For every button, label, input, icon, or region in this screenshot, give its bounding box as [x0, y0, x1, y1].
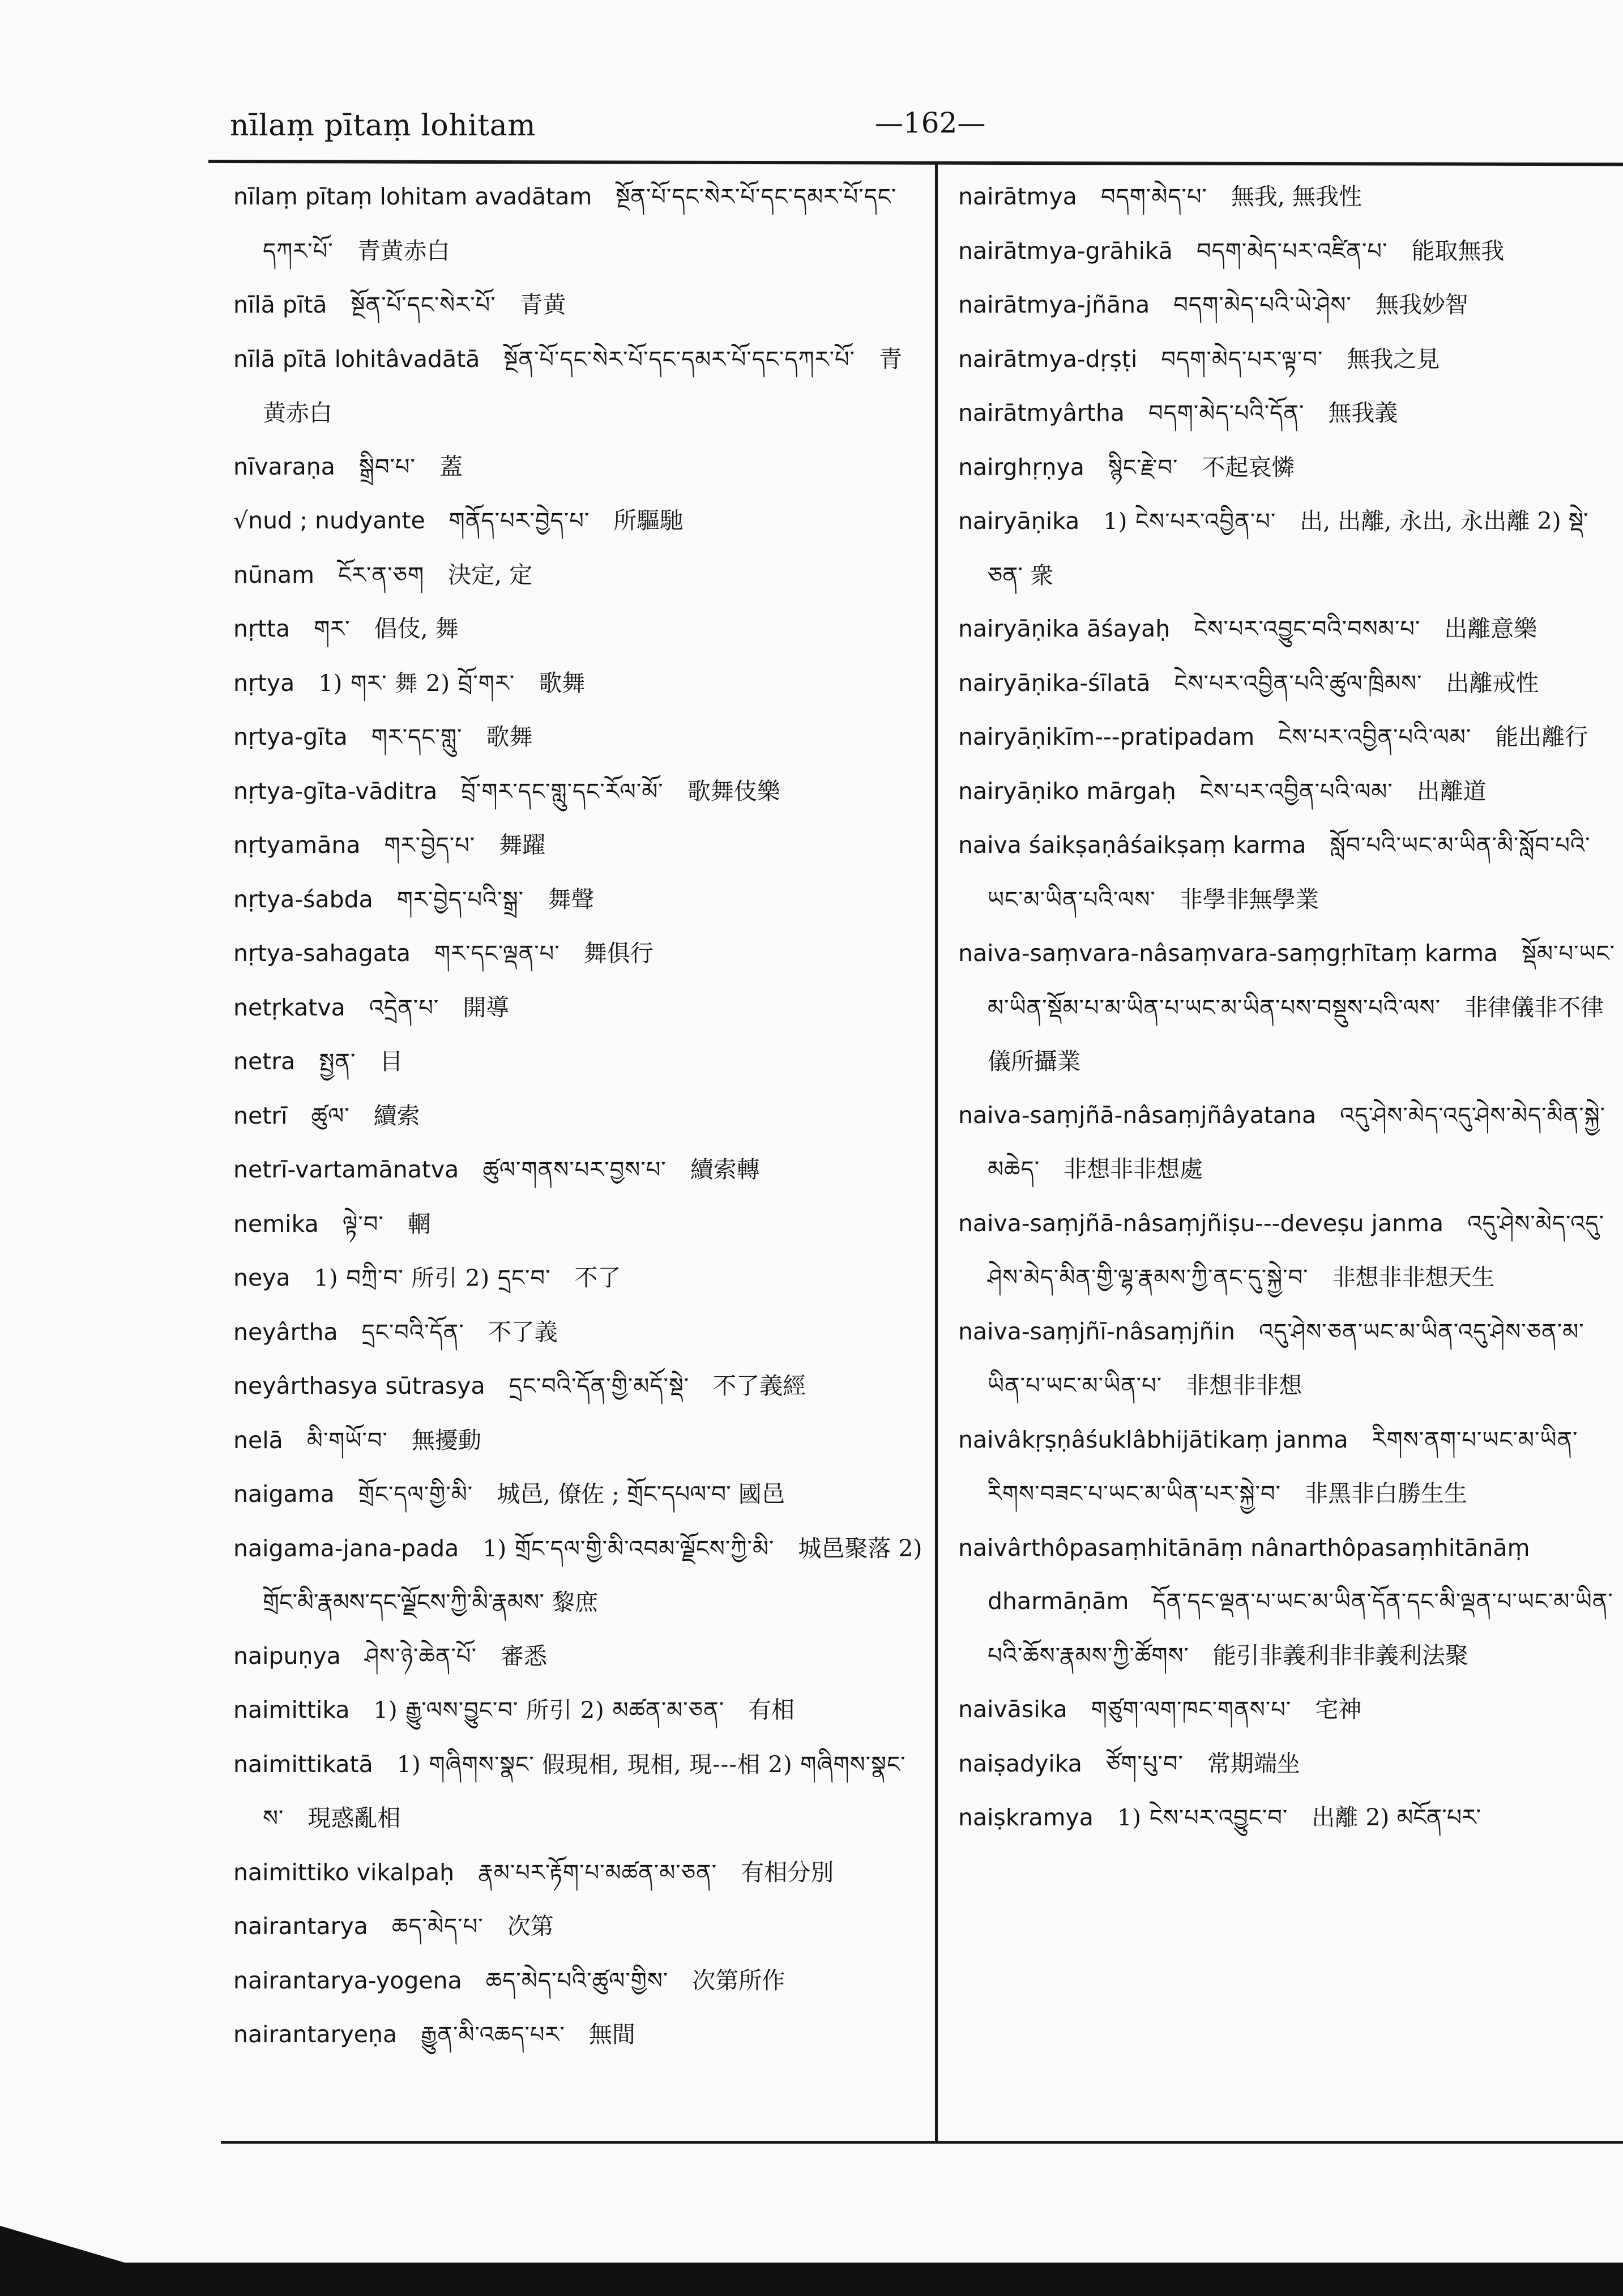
- entry-headword: netra: [233, 1048, 296, 1075]
- entry-tibetan: 1) ངེས་པར་འབྱུང་བ་: [1117, 1805, 1288, 1831]
- entry-headword: nairyāṇikīm---pratipadam: [958, 723, 1255, 750]
- entry-headword: nṛtya-gīta: [233, 723, 348, 750]
- entry-tibetan: 1) གཞིགས་སྣང་ 假現相, 現相, 現---相 2) གཞིགས་སྣང་ས་: [263, 1751, 906, 1832]
- entry-chinese: 能引非義利非非義利法聚: [1212, 1641, 1468, 1669]
- entry-chinese: 無擾動: [411, 1426, 481, 1454]
- entry-headword: nṛtyamāna: [233, 831, 361, 859]
- entry-tibetan: སྔོན་པོ་དང་སེར་པོ་དང་དམར་པོ་དང་དཀར་པོ་: [503, 346, 856, 373]
- entry-tibetan: ངེས་པར་འབྱིན་པའི་ལམ་: [1199, 778, 1393, 805]
- dictionary-entry: [233, 1035, 925, 1089]
- dictionary-entry: [233, 602, 925, 656]
- entry-headword: nṛtya-sahagata: [233, 940, 411, 967]
- entry-chinese: 常期端坐: [1207, 1749, 1300, 1777]
- entry-headword: naiṣkramya: [958, 1804, 1094, 1831]
- dictionary-entry: [958, 1683, 1615, 1737]
- entry-chinese: 有相: [748, 1696, 795, 1723]
- page-number: —162—: [875, 106, 986, 139]
- dictionary-entry: [958, 765, 1615, 819]
- entry-chinese: 非學非無學業: [1179, 885, 1319, 913]
- entry-chinese: 青黄赤白: [263, 345, 903, 426]
- entry-tibetan: ཆད་མེད་པའི་ཚུལ་གྱིས་: [485, 1968, 669, 1994]
- entry-tibetan: འདུ་ཤེས་མེད་འདུ་ཤེས་མེད་མིན་སྐྱེ་མཆེད་: [988, 1102, 1606, 1183]
- entry-chinese: 倡伎, 舞: [374, 615, 459, 642]
- entry-headword: nairantaryeṇa: [233, 2021, 398, 2048]
- dictionary-entry: [958, 1521, 1615, 1683]
- dictionary-entry: [233, 1251, 925, 1305]
- entry-tibetan: 1) རྒྱུ་ལས་བྱུང་བ་ 所引 2) མཚན་མ་ཅན་: [373, 1697, 725, 1723]
- entry-chinese: 城邑聚落 2) གྲོང་མི་རྣམས་དང་ལྗོངས་ཀྱི་མི་རྣམས་ 黎庶: [263, 1534, 922, 1616]
- dictionary-entry: [233, 1522, 925, 1629]
- dictionary-entry: [233, 1629, 925, 1684]
- entry-tibetan: 1) གྲོང་དལ་གྱི་མི་འབམ་ལྗོངས་ཀྱི་མི་: [482, 1535, 775, 1562]
- entry-headword: nairyāṇika-śīlatā: [958, 669, 1151, 697]
- entry-chinese: 不了: [574, 1264, 621, 1291]
- entry-headword: nairātmya-grāhikā: [958, 237, 1173, 264]
- entry-headword: nelā: [233, 1426, 283, 1454]
- dictionary-entry: [958, 1197, 1615, 1305]
- entry-headword: nemika: [233, 1210, 319, 1237]
- dictionary-entry: [958, 818, 1615, 927]
- entry-chinese: 輞: [407, 1210, 431, 1237]
- entry-headword: nairātmya-dṛṣṭi: [958, 345, 1138, 373]
- dictionary-entry: [958, 170, 1615, 224]
- entry-tibetan: ངེས་པར་འབྱིན་པའི་ཚུལ་ཁྲིམས་: [1174, 670, 1423, 697]
- entry-tibetan: བདག་མེད་པའི་ཡེ་ཤེས་: [1173, 292, 1352, 318]
- entry-tibetan: ངེས་པར་འབྱིན་པའི་ལམ་: [1278, 724, 1472, 750]
- entry-chinese: 審悉: [500, 1642, 547, 1670]
- dictionary-entry: [958, 1413, 1615, 1521]
- entry-chinese: 出離戒性: [1446, 669, 1539, 697]
- entry-chinese: 無我, 無我性: [1231, 183, 1363, 210]
- entry-chinese: 青黄: [519, 291, 566, 318]
- entry-tibetan: བདག་མེད་པར་འཛིན་པ་: [1196, 238, 1388, 264]
- entry-chinese: 非想非非想: [1186, 1372, 1302, 1399]
- dictionary-entry: [233, 1089, 925, 1143]
- entry-chinese: 次第所作: [692, 1966, 785, 1994]
- entry-tibetan: བདག་མེད་པར་ལྟ་བ་: [1161, 346, 1323, 373]
- entry-headword: nairātmya-jñāna: [958, 291, 1150, 318]
- entry-headword: naimittikatā: [233, 1750, 373, 1778]
- entry-tibetan: གར་: [314, 616, 351, 642]
- dictionary-entry: [233, 278, 925, 332]
- entry-chinese: 能出離行: [1495, 723, 1588, 750]
- entry-tibetan: སྙིང་རྗེ་བ་: [1108, 454, 1178, 481]
- entry-chinese: 舞俱行: [583, 940, 654, 967]
- entry-tibetan: 1) བཀྲི་བ་ 所引 2) དྲང་བ་: [314, 1265, 551, 1291]
- footer-rule: [221, 2141, 1623, 2144]
- entry-tibetan: འདུ་ཤེས་ཅན་ཡང་མ་ཡིན་འདུ་ཤེས་ཅན་མ་ཡིན་པ་ཡང་མ་ཡིན་པ་: [988, 1318, 1584, 1399]
- entry-tibetan: བདག་མེད་པ་: [1100, 184, 1207, 210]
- entry-chinese: 非想非非想天生: [1332, 1264, 1495, 1291]
- dictionary-entry: [958, 386, 1615, 441]
- entry-headword: naimittika: [233, 1696, 350, 1723]
- dictionary-entry: [233, 1143, 925, 1197]
- scan-edge-shadow: [0, 2226, 125, 2263]
- column-divider: [935, 164, 938, 2141]
- entry-headword: naiva-saṃjñā-nâsaṃjñâyatana: [958, 1101, 1317, 1129]
- entry-chinese: 歌舞: [539, 669, 586, 697]
- entry-headword: nṛtta: [233, 615, 291, 642]
- entry-headword: neyârtha: [233, 1318, 338, 1346]
- entry-chinese: 所驅馳: [613, 507, 684, 534]
- right-column: [958, 170, 1615, 1845]
- entry-tibetan: 1) གར་ 舞 2) བྲོ་གར་: [318, 670, 515, 697]
- entry-headword: nīlā pītā lohitâvadātā: [233, 345, 480, 373]
- dictionary-entry: [233, 710, 925, 765]
- entry-chinese: 有相分別: [741, 1858, 834, 1886]
- entry-tibetan: 1) ངེས་པར་འབྱིན་པ་: [1103, 509, 1276, 535]
- dictionary-entry: [958, 441, 1615, 495]
- entry-tibetan: གར་དང་ལྡན་པ་: [434, 941, 560, 967]
- entry-chinese: 出, 出離, 永出, 永出離 2) སྡེ་ཅན་ 衆: [988, 507, 1588, 589]
- entry-tibetan: གར་དང་གླུ་: [371, 724, 463, 750]
- entry-chinese: 出離 2) མངོན་པར་: [1312, 1804, 1481, 1831]
- entry-chinese: 目: [379, 1048, 403, 1075]
- dictionary-entry: [233, 765, 925, 819]
- dictionary-entry: [233, 1738, 925, 1846]
- entry-tibetan: སྤྱན་: [319, 1049, 356, 1075]
- entry-headword: naiva śaikṣaṇâśaikṣaṃ karma: [958, 831, 1306, 859]
- entry-headword: naiva-saṃjñā-nâsaṃjñiṣu---deveṣu janma: [958, 1209, 1444, 1237]
- entry-headword: nṛtya-gīta-vāditra: [233, 777, 438, 805]
- entry-tibetan: འདུ་ཤེས་མེད་འདུ་ཤེས་མེད་མིན་གྱི་ལྷ་རྣམས་ཀྱི་ནང་དུ་སྐྱེ་བ་: [988, 1210, 1604, 1291]
- entry-headword: nairyāṇiko mārgaḥ: [958, 777, 1176, 805]
- dictionary-entry: [233, 1683, 925, 1738]
- entry-chinese: 開導: [463, 993, 510, 1021]
- scan-bottom-band: [0, 2263, 1623, 2296]
- entry-headword: nairantarya-yogena: [233, 1966, 462, 1994]
- entry-headword: naivāsika: [958, 1696, 1067, 1723]
- entry-chinese: 非律儀非不律儀所攝業: [988, 993, 1604, 1075]
- entry-tibetan: ཤེས་ཉེ་ཆེན་པོ་: [364, 1643, 477, 1670]
- entry-tibetan: ཙོག་པུ་བ་: [1105, 1751, 1184, 1777]
- entry-tibetan: དྲང་བའི་དོན་གྱི་མདོ་སྡེ་: [509, 1373, 690, 1399]
- entry-headword: nairantarya: [233, 1913, 368, 1940]
- entry-chinese: 出離意樂: [1444, 615, 1537, 642]
- entry-headword: naipuṇya: [233, 1642, 341, 1670]
- entry-tibetan: སློབ་པའི་ཡང་མ་ཡིན་མི་སློབ་པའི་ཡང་མ་ཡིན་པའི་ལས་: [988, 833, 1591, 913]
- entry-headword: nairyāṇika āśayaḥ: [958, 615, 1171, 642]
- entry-headword: neyârthasya sūtrasya: [233, 1372, 485, 1399]
- entry-tibetan: སྔོན་པོ་དང་སེར་པོ་: [351, 292, 496, 318]
- dictionary-entry: [233, 656, 925, 711]
- entry-headword: nīlaṃ pītaṃ lohitam avadātam: [233, 183, 592, 210]
- dictionary-entry: [958, 927, 1615, 1089]
- entry-tibetan: འདྲེན་པ་: [369, 995, 439, 1021]
- dictionary-entry: [233, 1954, 925, 2008]
- dictionary-entry: [233, 2008, 925, 2062]
- dictionary-entry: [958, 1791, 1615, 1845]
- dictionary-entry: [233, 1305, 925, 1360]
- entry-headword: netṛkatva: [233, 993, 345, 1021]
- header-rule: [208, 160, 1623, 166]
- entry-tibetan: སྔོན་པོ་དང་སེར་པོ་དང་དམར་པོ་དང་དཀར་པོ་: [263, 184, 897, 264]
- entry-tibetan: ངེས་པར་འབྱུང་བའི་བསམ་པ་: [1194, 616, 1421, 642]
- entry-headword: nairātmyârtha: [958, 399, 1125, 426]
- entry-chinese: 能取無我: [1411, 237, 1505, 264]
- dictionary-entry: [958, 494, 1615, 602]
- entry-tibetan: ཚུལ་: [311, 1103, 350, 1129]
- entry-chinese: 宅神: [1315, 1696, 1362, 1723]
- entry-headword: netrī: [233, 1102, 288, 1129]
- entry-headword: naiva-saṃvara-nâsaṃvara-saṃgṛhītaṃ karma: [958, 940, 1498, 967]
- entry-tibetan: དོན་དང་ལྡན་པ་ཡང་མ་ཡིན་དོན་དང་མི་ལྡན་པ་ཡང་མ་ཡིན་པའི་ཆོས་རྣམས་ཀྱི་ཚོགས་: [988, 1589, 1613, 1669]
- dictionary-entry: [958, 1737, 1615, 1791]
- entry-chinese: 無我義: [1328, 399, 1398, 426]
- left-column: [233, 170, 925, 2062]
- entry-chinese: 非想非非想處: [1064, 1155, 1203, 1183]
- entry-headword: naimittiko vikalpaḥ: [233, 1858, 455, 1886]
- entry-chinese: 無間: [588, 2021, 635, 2048]
- dictionary-entry: [958, 332, 1615, 387]
- entry-tibetan: གནོད་པར་བྱེད་པ་: [449, 508, 590, 534]
- entry-tibetan: བྲོ་གར་དང་གླུ་དང་རོལ་མོ་: [461, 778, 664, 805]
- entry-tibetan: གཙུག་ལག་ཁང་གནས་པ་: [1091, 1697, 1292, 1723]
- entry-tibetan: ལྟེ་བ་: [342, 1211, 384, 1237]
- entry-chinese: 不起哀憐: [1202, 453, 1295, 481]
- dictionary-entry: [233, 440, 925, 494]
- entry-tibetan: ཚུལ་གནས་པར་བྱས་པ་: [482, 1157, 667, 1183]
- entry-tibetan: རིགས་ནག་པ་ཡང་མ་ཡིན་རིགས་བཟང་པ་ཡང་མ་ཡིན་པར་སྐྱེ་བ་: [988, 1427, 1578, 1507]
- entry-headword: naigama-jana-pada: [233, 1534, 459, 1562]
- dictionary-entry: [233, 1414, 925, 1468]
- dictionary-entry: [958, 602, 1615, 656]
- entry-chinese: 舞躍: [499, 831, 546, 859]
- dictionary-entry: [958, 278, 1615, 332]
- entry-chinese: 青黄赤白: [357, 237, 450, 264]
- entry-tibetan: ཆད་མེད་པ་: [391, 1914, 484, 1940]
- entry-headword: nairghṛṇya: [958, 453, 1084, 481]
- entry-headword: neya: [233, 1264, 291, 1291]
- entry-chinese: 現惑亂相: [307, 1804, 401, 1832]
- entry-tibetan: མི་གཡོ་བ་: [306, 1427, 388, 1454]
- entry-chinese: 續索轉: [690, 1156, 760, 1183]
- entry-headword: nairātmya: [958, 183, 1077, 210]
- entry-tibetan: སྒྲིབ་པ་: [358, 454, 416, 480]
- entry-chinese: 非黑非白勝生生: [1305, 1480, 1468, 1507]
- dictionary-entry: [958, 1305, 1615, 1413]
- entry-chinese: 續索: [373, 1102, 420, 1129]
- dictionary-entry: [233, 1846, 925, 1900]
- entry-tibetan: གར་བྱེད་པའི་སྒྲ་: [396, 886, 524, 913]
- entry-tibetan: བདག་མེད་པའི་དོན་: [1148, 400, 1305, 426]
- entry-tibetan: གྲོང་དལ་གྱི་མི་: [358, 1482, 473, 1508]
- entry-tibetan: རྣམ་པར་རྟོག་པ་མཚན་མ་ཅན་: [478, 1859, 717, 1886]
- entry-headword: naigama: [233, 1480, 335, 1508]
- entry-headword: nṛtya: [233, 669, 295, 697]
- entry-headword: nūnam: [233, 561, 315, 588]
- entry-headword: naivâkṛṣṇâśuklâbhijātikaṃ janma: [958, 1426, 1348, 1453]
- entry-tibetan: རྒྱུན་མི་འཆད་པར་: [421, 2022, 565, 2048]
- dictionary-entry: [233, 818, 925, 873]
- dictionary-entry: [958, 1089, 1615, 1197]
- entry-headword: naiva-saṃjñī-nâsaṃjñin: [958, 1317, 1235, 1345]
- entry-chinese: 城邑, 僚佐 ; གྲོང་དཔལ་བ་ 國邑: [497, 1480, 785, 1508]
- entry-chinese: 不了義: [488, 1318, 558, 1346]
- dictionary-entry: [233, 981, 925, 1035]
- entry-tibetan: དྲང་བའི་དོན་: [361, 1319, 464, 1346]
- dictionary-entry: [233, 494, 925, 548]
- dictionary-entry: [233, 170, 925, 278]
- entry-chinese: 無我之見: [1347, 345, 1440, 373]
- dictionary-entry: [233, 548, 925, 603]
- entry-chinese: 歌舞: [486, 723, 533, 750]
- dictionary-entry: [233, 1197, 925, 1252]
- entry-headword: naivârthôpasaṃhitānāṃ nânarthôpasaṃhitānāṃ dharmāṇām: [958, 1534, 1530, 1615]
- entry-tibetan: སྡོམ་པ་ཡང་མ་ཡིན་སྡོམ་པ་མ་ཡིན་པ་ཡང་མ་ཡིན་པས་བསྡུས་པའི་ལས་: [988, 941, 1615, 1021]
- entry-chinese: 不了義經: [713, 1372, 806, 1399]
- dictionary-entry: [233, 927, 925, 981]
- entry-headword: naiṣadyika: [958, 1749, 1082, 1777]
- dictionary-entry: [233, 332, 925, 440]
- entry-headword: nīlā pītā: [233, 291, 327, 318]
- entry-chinese: 舞聲: [548, 885, 595, 913]
- running-head: nīlaṃ pītaṃ lohitam: [230, 109, 536, 143]
- dictionary-entry: [233, 1900, 925, 1954]
- entry-chinese: 出離道: [1416, 777, 1487, 805]
- entry-headword: netrī-vartamānatva: [233, 1156, 459, 1183]
- entry-chinese: 蓋: [439, 453, 463, 480]
- entry-chinese: 決定, 定: [448, 561, 533, 588]
- entry-chinese: 無我妙智: [1375, 291, 1468, 318]
- dictionary-entry: [233, 1467, 925, 1522]
- entry-headword: √nud ; nudyante: [233, 507, 425, 534]
- dictionary-entry: [233, 1359, 925, 1414]
- dictionary-entry: [958, 710, 1615, 765]
- dictionary-entry: [958, 224, 1615, 279]
- entry-headword: nairyāṇika: [958, 507, 1080, 535]
- entry-tibetan: ངོར་ན་ཅག: [338, 562, 425, 588]
- entry-chinese: 次第: [507, 1913, 554, 1940]
- dictionary-entry: [958, 656, 1615, 711]
- entry-tibetan: གར་བྱེད་པ་: [384, 833, 476, 859]
- entry-chinese: 歌舞伎樂: [687, 777, 780, 805]
- entry-headword: nṛtya-śabda: [233, 885, 373, 913]
- entry-headword: nīvaraṇa: [233, 453, 335, 480]
- dictionary-entry: [233, 873, 925, 927]
